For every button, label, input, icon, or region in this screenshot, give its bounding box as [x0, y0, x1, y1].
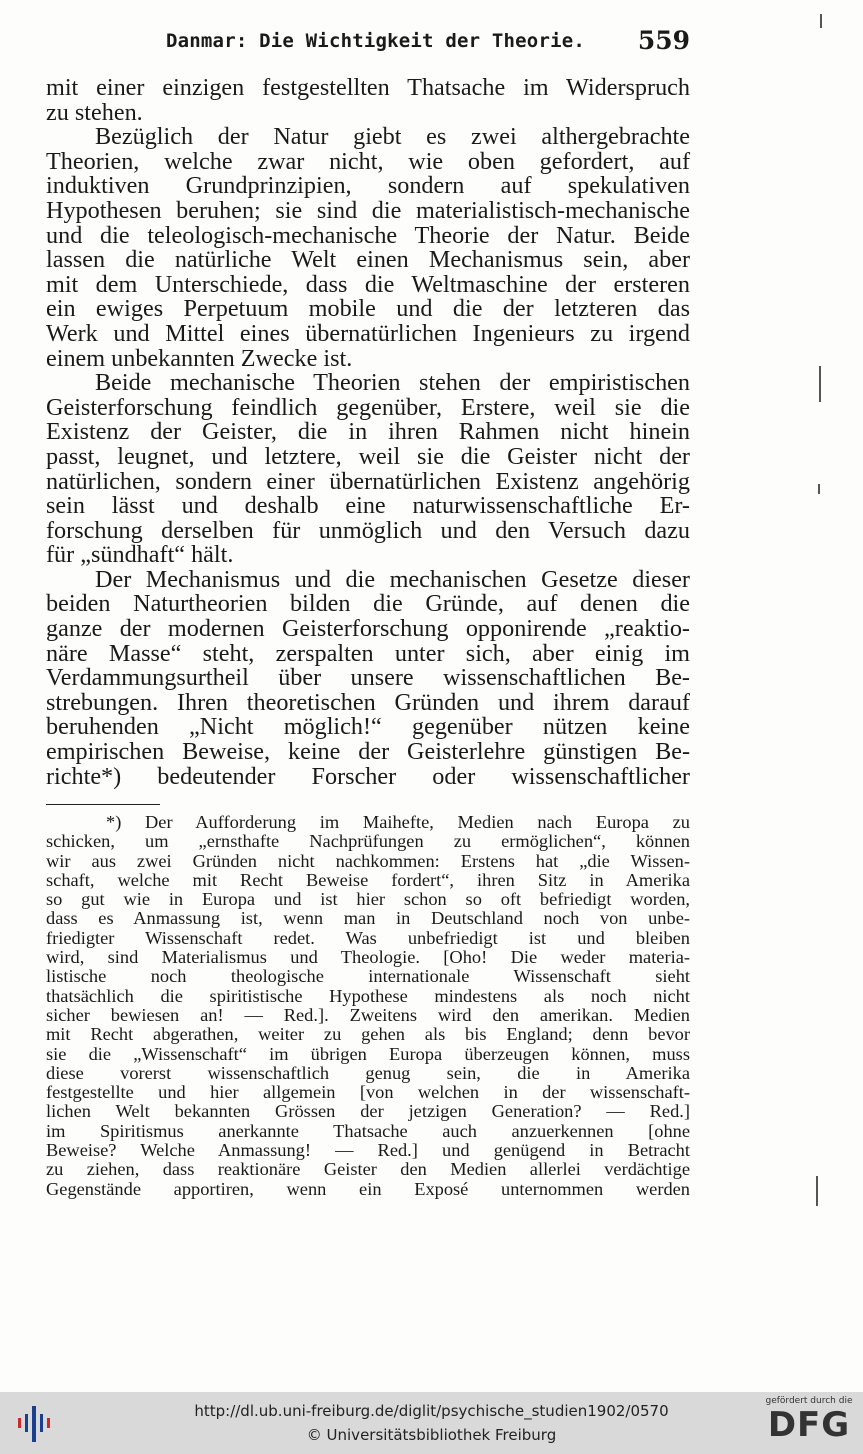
footnote-line: lichen Welt bekannten Grössen der jetzigen Generation? — Red.] — [46, 1101, 690, 1122]
dfg-logo — [763, 1396, 855, 1450]
footnote-line: wird, sind Materialismus und Theologie. [Oho! Die weder materia- — [46, 947, 690, 968]
margin-mark — [816, 1176, 818, 1206]
text-line: Bezüglich der Natur giebt es zwei althergebrachte — [95, 123, 690, 151]
footnote-line: sie die „Wissenschaft“ im übrigen Europa überzeugen können, muss — [46, 1043, 690, 1064]
text-line: beiden Naturtheorien bilden die Gründe, auf denen die — [46, 590, 690, 618]
footnote-line: schicken, um „ernsthafte Nachprüfungen zu ermöglichen“, können — [46, 831, 690, 852]
footnote-line: dass es Anmassung ist, wenn man in Deutschland noch von unbe- — [46, 908, 690, 929]
text-line: empirischen Beweise, keine der Geisterlehre günstigen Be- — [46, 738, 690, 766]
footnote-line: so gut wie in Europa und ist hier schon so oft befriedigt worden, — [46, 889, 690, 910]
text-line: mit einer einzigen festgestellten Thatsache im Widerspruch — [46, 74, 690, 101]
dfg-tagline: gefördert durch die — [765, 1396, 853, 1406]
text-line: richte*) bedeutender Forscher oder wissenschaftlicher — [46, 762, 690, 790]
footnote-line: listische noch theologische internationale Wissenschaft sieht — [46, 966, 690, 987]
text-line: Theorien, welche zwar nicht, wie oben gefordert, auf — [46, 147, 690, 175]
source-url-link[interactable]: http://dl.ub.uni-freiburg.de/diglit/psychische_studien1902/0570 — [194, 1402, 669, 1420]
running-title: Danmar: Die Wichtigkeit der Theorie. — [166, 30, 586, 52]
text-line: Der Mechanismus und die mechanischen Gesetze dieser — [95, 565, 690, 593]
copyright-notice: © Universitätsbibliothek Freiburg — [306, 1426, 557, 1444]
margin-mark — [818, 484, 820, 494]
text-line: Geisterforschung feindlich gegenüber, Erstere, weil sie die — [46, 393, 690, 421]
footnote-line: schaft, welche mit Recht Beweise fordert“, ihren Sitz in Amerika — [46, 869, 690, 890]
dfg-logo-text: DFG — [767, 1405, 851, 1445]
text-line: Beide mechanische Theorien stehen der empiristischen — [95, 369, 690, 397]
viewer-footer — [0, 1392, 863, 1454]
text-line: natürlichen, sondern einer übernatürlichen Existenz angehörig — [46, 467, 690, 495]
footnote-line: im Spiritismus anerkannte Thatsache auch anzuerkennen [ohne — [46, 1120, 690, 1141]
text-line: mit dem Unterschiede, dass die Weltmaschine der ersteren — [46, 270, 690, 298]
text-line: näre Masse“ steht, zerspalten unter sich, aber einig im — [46, 639, 690, 667]
footnote-line: festgestellte und hier allgemein [von welchen in der wissenschaft- — [46, 1082, 690, 1103]
text-line: einem unbekannten Zwecke ist. — [46, 344, 353, 372]
footnote-line: Gegenstände apportiren, wenn ein Exposé unternommen werden — [46, 1178, 690, 1199]
text-line: ganze der modernen Geisterforschung opponirende „reaktio- — [46, 615, 690, 643]
footnote-line: Beweise? Welche Anmassung! — Red.] und genügend in Betracht — [46, 1140, 690, 1161]
footnote-line: mit Recht abgerathen, weiter zu gehen als bis England; denn bevor — [46, 1024, 690, 1045]
footnote-line: zu ziehen, dass reaktionäre Geister den Medien allerlei verdächtige — [46, 1159, 690, 1180]
footnote-rule — [46, 804, 160, 805]
text-line: Hypothesen beruhen; sie sind die materialistisch-mechanische — [46, 196, 690, 224]
footnote-line: diese vorerst wissenschaftlich genug sein, die in Amerika — [46, 1062, 690, 1083]
text-line: Werk und Mittel eines übernatürlichen Ingenieurs zu irgend — [46, 319, 690, 347]
footnote-line: friedigter Wissenschaft redet. Was unbefriedigt ist und bleiben — [46, 927, 690, 948]
footnote-line: wir aus zwei Gründen nicht nachkommen: Erstens hat „die Wissen- — [46, 850, 690, 871]
footnote-line: sicher bewiesen an! — Red.]. Zweitens wird den amerikan. Medien — [46, 1004, 690, 1025]
text-line: zu stehen. — [46, 98, 143, 126]
page-number: 559 — [637, 26, 690, 55]
text-line: lassen die natürliche Welt einen Mechanismus sein, aber — [46, 246, 690, 274]
margin-mark — [819, 366, 821, 402]
margin-mark — [820, 14, 822, 28]
text-line: beruhenden „Nicht möglich!“ gegenüber nützen keine — [46, 713, 690, 741]
footnote-line: thatsächlich die spiritistische Hypothese mindestens als noch nicht — [46, 985, 690, 1006]
text-line: sein lässt und deshalb eine naturwissenschaftliche Er- — [46, 492, 690, 520]
page-header — [46, 26, 690, 60]
text-line: forschung derselben für unmöglich und den Versuch dazu — [46, 516, 690, 544]
text-line: und die teleologisch-mechanische Theorie der Natur. Beide — [46, 221, 690, 249]
text-line: für „sündhaft“ hält. — [46, 541, 234, 569]
text-line: induktiven Grundprinzipien, sondern auf spekulativen — [46, 172, 690, 200]
text-line: Verdammungsurtheil über unsere wissenschaftlichen Be- — [46, 664, 690, 692]
text-line: Existenz der Geister, die in ihren Rahmen nicht hinein — [46, 418, 690, 446]
text-line: ein ewiges Perpetuum mobile und die der letzteren das — [46, 295, 690, 323]
text-line: strebungen. Ihren theoretischen Gründen und ihrem darauf — [46, 688, 690, 716]
footnote-line: *) Der Aufforderung im Maihefte, Medien nach Europa zu — [106, 812, 690, 832]
text-line: passt, leugnet, und letztere, weil sie die Geister nicht der — [46, 442, 690, 470]
body-text — [46, 76, 690, 789]
footnote — [46, 813, 690, 1199]
